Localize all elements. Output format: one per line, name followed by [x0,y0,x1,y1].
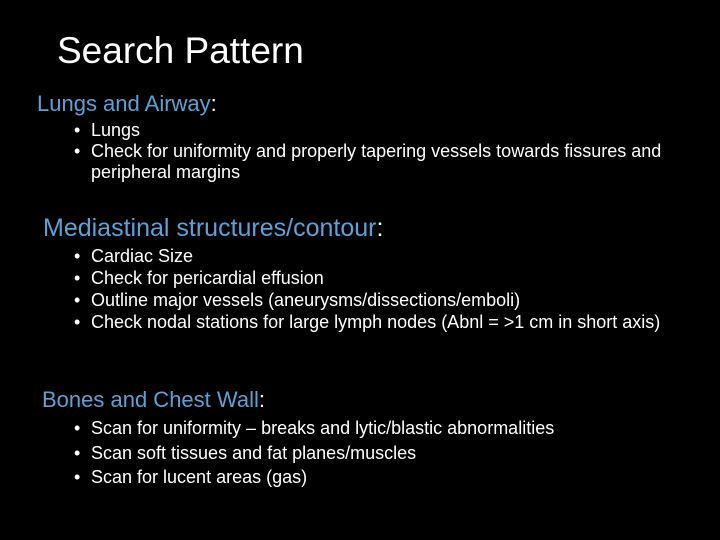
bullet-item: • Scan for lucent areas (gas) [74,465,684,490]
bullet-item: • Check for uniformity and properly tapering vessels towards fissures and peripheral margins [74,141,674,183]
section-heading-text: Bones and Chest Wall [42,387,259,412]
section-heading-text: Lungs and Airway [37,91,211,116]
bullet-list [74,416,684,490]
section-heading-text: Mediastinal structures/contour [43,214,377,242]
section-heading [37,90,217,118]
section-heading-colon: : [210,91,217,116]
bullet-item: • Scan soft tissues and fat planes/muscles [74,441,684,466]
slide-title: Search Pattern [57,30,304,71]
bullet-item: • Check nodal stations for large lymph nodes (Abnl = >1 cm in short axis) [74,311,684,333]
bullet-item: • Outline major vessels (aneurysms/dissections/emboli) [74,289,684,311]
section-heading [42,386,265,414]
section-heading-colon: : [258,387,265,412]
bullet-list [74,120,674,183]
section-heading [43,212,383,244]
bullet-item: • Check for pericardial effusion [74,267,684,289]
bullet-list [74,245,684,333]
bullet-item: • Lungs [74,120,674,141]
section-heading-colon: : [376,214,384,242]
bullet-item: • Cardiac Size [74,245,684,267]
bullet-item: • Scan for uniformity – breaks and lytic/blastic abnormalities [74,416,684,441]
